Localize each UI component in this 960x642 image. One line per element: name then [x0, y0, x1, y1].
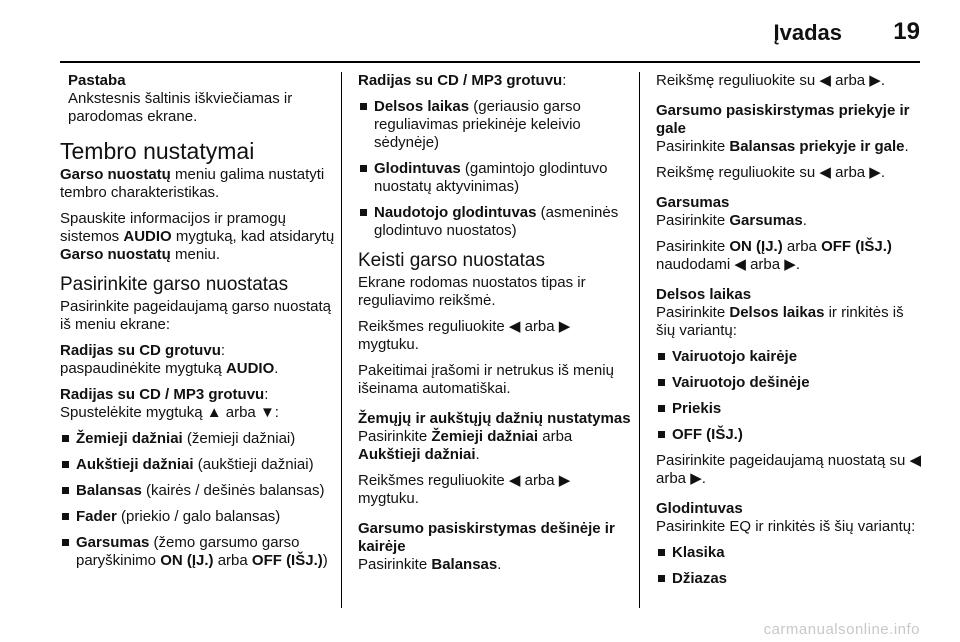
paragraph: Reikšmę reguliuokite su ◀ arba ▶.: [656, 164, 885, 181]
list-item: Priekis: [656, 400, 926, 418]
paragraph: Garso nuostatų meniu galima nustatyti tembro charakteristikas.: [60, 166, 325, 201]
bullet-list: [656, 348, 926, 444]
list-item: Garsumas (žemo garsumo garso paryškinimo ON (ĮJ.) arba OFF (IŠJ.)): [60, 534, 335, 570]
list-item: OFF (IŠJ.): [656, 426, 926, 444]
page-header: [0, 0, 960, 62]
subheading-volume: Garsumas Pasirinkite Garsumas.: [656, 194, 807, 229]
paragraph: Ekrane rodomas nuostatos tipas ir reguliavimo reikšmė.: [358, 274, 586, 309]
list-item: Delsos laikas (geriausio garso reguliavimas priekinėje keleivio sėdynėje): [358, 98, 634, 152]
note-box: [68, 72, 335, 126]
header-rule: [60, 61, 920, 63]
column-3: [656, 72, 926, 596]
list-item: Vairuotojo kairėje: [656, 348, 926, 366]
paragraph: Pasirinkite pageidaujamą garso nuostatą iš meniu ekrane:: [60, 298, 332, 333]
list-item: Klasika: [656, 544, 926, 562]
list-item: Glodintuvas (gamintojo glodintuvo nuostatų aktyvinimas): [358, 160, 634, 196]
paragraph: Radijas su CD / MP3 grotuvu:: [358, 72, 567, 89]
paragraph: Radijas su CD / MP3 grotuvu: Spustelėkite mygtuką ▲ arba ▼:: [60, 386, 279, 421]
list-item: Fader (priekio / galo balansas): [60, 508, 335, 526]
paragraph: Reikšmes reguliuokite ◀ arba ▶ mygtuku.: [358, 318, 571, 353]
page-title: Įvadas: [773, 20, 842, 45]
page-number: 19: [893, 18, 920, 45]
subheading-balance: Garsumo pasiskirstymas dešinėje ir kairėje Pasirinkite Balansas.: [358, 520, 615, 573]
section-heading-select: Pasirinkite garso nuostatas: [60, 274, 289, 295]
section-heading-change: Keisti garso nuostatas: [358, 250, 545, 271]
column-1: [60, 72, 335, 578]
column-divider-1: [341, 72, 342, 608]
paragraph: Spauskite informacijos ir pramogų sistemos AUDIO mygtuką, kad atsidarytų Garso nuostatų meniu.: [60, 210, 335, 263]
paragraph: Reikšmes reguliuokite ◀ arba ▶ mygtuku.: [358, 472, 571, 507]
paragraph: Radijas su CD grotuvu: paspaudinėkite mygtuką AUDIO.: [60, 342, 279, 377]
watermark: carmanualsonline.info: [763, 621, 920, 638]
bullet-list: [656, 544, 926, 588]
list-item: Naudotojo glodintuvas (asmeninės glodintuvo nuostatos): [358, 204, 634, 240]
section-heading-tone: Tembro nustatymai: [60, 138, 255, 164]
column-2: [358, 72, 634, 582]
subheading-bass-treble: Žemųjų ir aukštųjų dažnių nustatymas Pasirinkite Žemieji dažniai arba Aukštieji dažniai.: [358, 410, 631, 463]
list-item: Aukštieji dažniai (aukštieji dažniai): [60, 456, 335, 474]
subheading-equalizer: Glodintuvas Pasirinkite EQ ir rinkitės iš šių variantų:: [656, 500, 916, 535]
subheading-delay: Delsos laikas Pasirinkite Delsos laikas ir rinkitės iš šių variantų:: [656, 286, 904, 339]
note-title: Pastaba: [68, 72, 126, 89]
paragraph: Reikšmę reguliuokite su ◀ arba ▶.: [656, 72, 885, 89]
subheading-fader: Garsumo pasiskirstymas priekyje ir gale Pasirinkite Balansas priekyje ir gale.: [656, 102, 910, 155]
bullet-list: [60, 430, 335, 570]
column-divider-2: [639, 72, 640, 608]
list-item: Žemieji dažniai (žemieji dažniai): [60, 430, 335, 448]
list-item: Vairuotojo dešinėje: [656, 374, 926, 392]
list-item: Džiazas: [656, 570, 926, 588]
paragraph: Pasirinkite ON (ĮJ.) arba OFF (IŠJ.) naudodami ◀ arba ▶.: [656, 238, 892, 273]
bullet-list: [358, 98, 634, 240]
list-item: Balansas (kairės / dešinės balansas): [60, 482, 335, 500]
paragraph: Pakeitimai įrašomi ir netrukus iš menių išeinama automatiškai.: [358, 362, 614, 397]
paragraph: Pasirinkite pageidaujamą nuostatą su ◀ arba ▶.: [656, 452, 922, 487]
note-text: Ankstesnis šaltinis iškviečiamas ir parodomas ekrane.: [68, 90, 293, 125]
